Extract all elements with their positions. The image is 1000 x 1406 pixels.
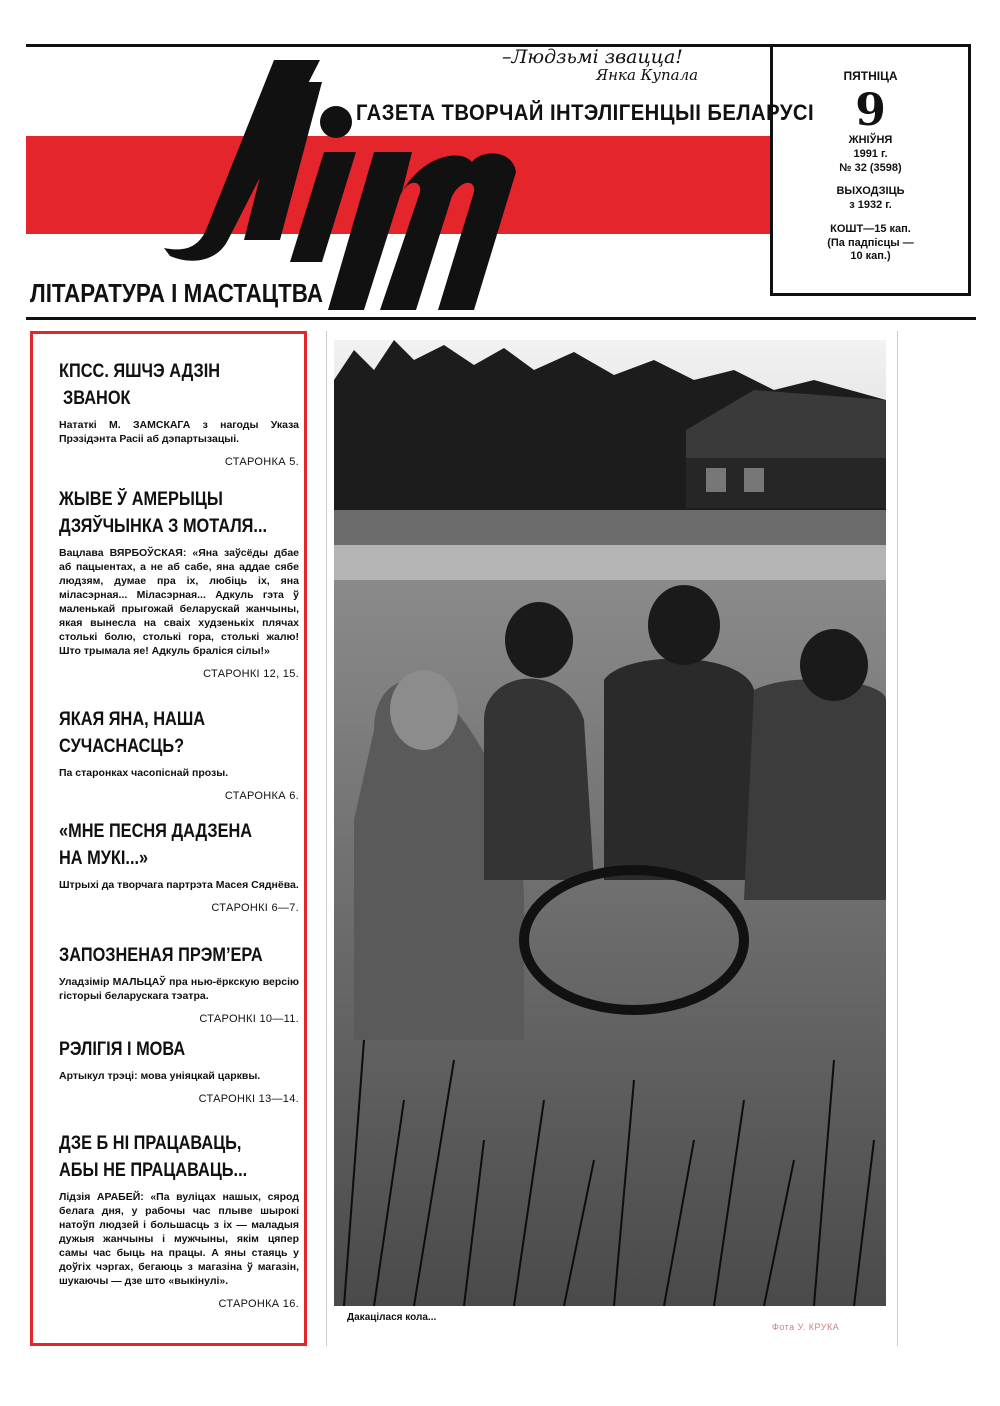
- issue-price: КОШТ—15 кап.: [830, 222, 911, 235]
- contents-item[interactable]: [59, 942, 299, 1025]
- issue-day: 9: [855, 85, 886, 136]
- contents-item-page: СТАРОНКІ 13—14.: [198, 1093, 299, 1105]
- contents-column: [30, 331, 307, 1346]
- photo-meadow: [334, 510, 886, 550]
- issue-year: 1991 г.: [853, 147, 888, 160]
- contents-item-text: Лідзія АРАБЕЙ: «Па вуліцах нашых, сярод белага дня, у рабочы час плыве шырокі натоўп людзей і большасць з іх — маладыя дужыя жанчыны і мужчыны, якім цяпер самы час быць на працы. А яны стаяць у доўгіх чэргах, бегаюць з магазіна ў магазін, шукаючы — дзе што «выкінулі».: [59, 1191, 299, 1287]
- contents-item-title: ЖЫВЕ Ў АМЕРЫЦЫ: [59, 489, 223, 510]
- photo-credit: Фота У. КРУКА: [772, 1322, 840, 1332]
- issue-weekday: ПЯТНІЦА: [843, 69, 898, 83]
- contents-item-title: ЗАПОЗНЕНАЯ ПРЭМ’ЕРА: [59, 945, 263, 966]
- contents-item-text: Нататкі М. ЗАМСКАГА з нагоды Указа Прэзідэнта Расіі аб дэпартызацыі.: [59, 419, 299, 445]
- contents-item-title: ЗВАНОК: [63, 388, 131, 409]
- contents-item-title: СУЧАСНАСЦЬ?: [59, 736, 185, 757]
- newspaper-logo: [124, 52, 524, 320]
- logo-letter-i: [290, 152, 356, 262]
- issue-info-box: [770, 44, 971, 296]
- contents-item-title: ЯКАЯ ЯНА, НАША: [59, 709, 206, 730]
- contents-item[interactable]: [59, 486, 299, 680]
- contents-item-text: Уладзімір МАЛЬЦАЎ пра нью-ёркскую версію гісторыі беларускага тэатра.: [59, 976, 299, 1002]
- contents-item-title: АБЫ НЕ ПРАЦАВАЦЬ...: [59, 1160, 248, 1181]
- masthead-tagline: ГАЗЕТА ТВОРЧАЙ ІНТЭЛІГЕНЦЫІ БЕЛАРУСІ: [356, 100, 815, 125]
- masthead-section-title: ЛІТАРАТУРА І МАСТАЦТВА: [30, 278, 323, 308]
- contents-item[interactable]: [59, 358, 299, 468]
- contents-item-title: РЭЛІГІЯ І МОВА: [59, 1039, 186, 1060]
- contents-item[interactable]: [59, 706, 299, 802]
- photo-road: [334, 545, 886, 585]
- contents-item-title: ДЗЕ Б НІ ПРАЦАВАЦЬ,: [59, 1133, 242, 1154]
- photo-caption: Дакацілася кола...: [347, 1312, 437, 1323]
- contents-item-title: НА МУКІ...»: [59, 848, 149, 869]
- contents-item[interactable]: [59, 1036, 299, 1105]
- issue-subscription: (Па падпісцы —: [827, 236, 914, 249]
- contents-item-page: СТАРОНКА 6.: [224, 790, 299, 802]
- issue-since-year: з 1932 г.: [849, 199, 892, 212]
- contents-item-title: КПСС. ЯШЧЭ АДЗІН: [59, 361, 221, 382]
- issue-subscription-price: 10 кап.): [850, 250, 891, 263]
- logo-letter-m: [328, 152, 516, 310]
- contents-item-title: ДЗЯЎЧЫНКА З МОТАЛЯ...: [59, 516, 268, 537]
- contents-item-text: Штрыхі да творчага партрэта Масея Сяднёва.: [59, 879, 299, 891]
- contents-item-page: СТАРОНКІ 6—7.: [211, 902, 299, 914]
- contents-item-page: СТАРОНКІ 12, 15.: [203, 668, 299, 680]
- logo-letter-i-dot: [320, 106, 352, 138]
- contents-item-text: Артыкул трэці: мова уніяцкай царквы.: [59, 1070, 261, 1082]
- masthead-motto: –Людзьмі звацца!: [502, 46, 683, 68]
- issue-number: № 32 (3598): [839, 161, 902, 174]
- contents-item-page: СТАРОНКА 5.: [224, 456, 299, 468]
- contents-item-page: СТАРОНКА 16.: [218, 1298, 299, 1310]
- contents-item[interactable]: [59, 1130, 299, 1310]
- contents-item-page: СТАРОНКІ 10—11.: [199, 1013, 299, 1025]
- contents-item[interactable]: [59, 818, 299, 914]
- issue-since-label: ВЫХОДЗІЦЬ: [836, 185, 905, 198]
- contents-item-title: «МНЕ ПЕСНЯ ДАДЗЕНА: [59, 821, 253, 842]
- masthead-bottom-rule: [26, 317, 976, 320]
- front-photo: [334, 340, 886, 1306]
- masthead-signature: Янка Купала: [596, 66, 699, 84]
- issue-month: ЖНІЎНЯ: [848, 134, 893, 147]
- contents-item-text: Вацлава ВЯРБОЎСКАЯ: «Яна заўсёды дбае аб пацыентах, а не аб сабе, яна аддае сябе людзям, думае пра іх, любіць іх, яна міласэрная... Міласэрная... Адкуль гэта ў маленькай прыгожай беларускай жанчыны, якая вынесла на сваіх худзенькіх плячах столькі болю, столькі гора, столькі жалю! Што трымала яе! Адкуль браліся сілы!»: [59, 547, 299, 657]
- contents-item-text: Па старонках часопіснай прозы.: [59, 767, 229, 779]
